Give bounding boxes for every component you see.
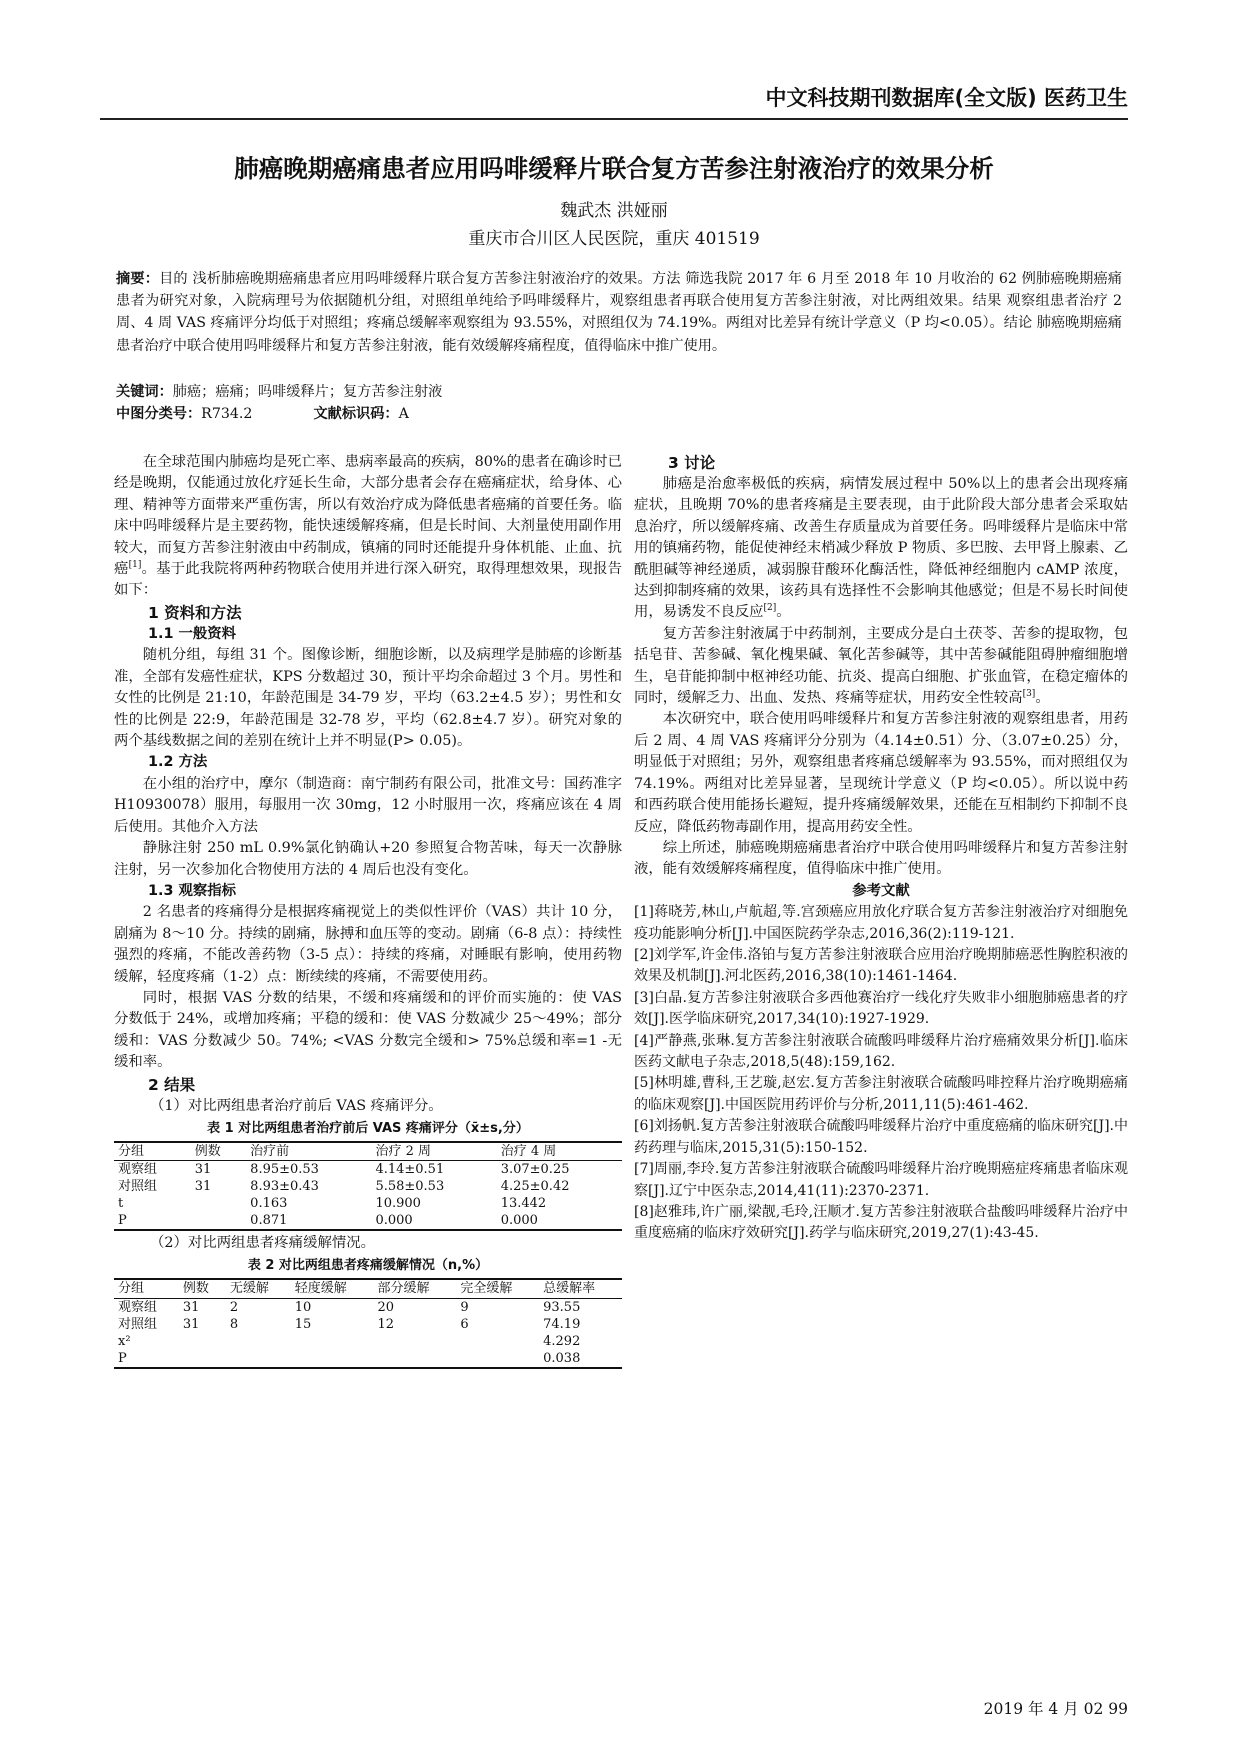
table-cell <box>291 1350 374 1368</box>
table-header-cell: 治疗前 <box>250 1144 290 1160</box>
table-cell: 31 <box>194 1179 212 1195</box>
table-cell: 31 <box>182 1317 200 1333</box>
citation-2[interactable]: [2] <box>763 603 777 614</box>
table-cell: 0.000 <box>375 1213 413 1229</box>
table-cell: 观察组 <box>118 1300 158 1316</box>
table-row <box>114 1350 622 1368</box>
table-row <box>114 1195 622 1212</box>
keywords-text: 肺癌；癌痛；吗啡缓释片；复方苦参注射液 <box>172 384 443 400</box>
table-row <box>114 1333 622 1350</box>
doc-code-value: A <box>398 406 409 422</box>
table-cell: 0.163 <box>250 1196 288 1212</box>
table-cell: 20 <box>377 1300 395 1316</box>
reference-item: [8]赵雅玮,许广丽,梁靓,毛玲,汪顺才.复方苦参注射液联合盐酸吗啡缓释片治疗中重度癌痛的临床疗效研究[J].药学与临床研究,2019,27(1):43-45. <box>634 1203 1128 1242</box>
abstract <box>116 268 1122 357</box>
reference-list <box>634 902 1128 1245</box>
table-cell <box>374 1333 457 1350</box>
discussion-paragraph-3: 本次研究中，联合使用吗啡缓释片和复方苦参注射液的观察组患者，用药后 2 周、4 周 VAS 疼痛评分分别为（4.14±0.51）分、（3.07±0.25）分，明显低于对照组；另外，观察组患者疼痛总缓解率为 93.55%，而对照组仅为 74.19%。两组对比差异显著，呈现统计学意义（P 均<0.05）。所以说中药和西药联合使用能扬长避短，提升疼痛缓解效果，还能在互相制约下抑制不良反应，降低药物毒副作用，提高用药安全性。 <box>634 711 1128 835</box>
table-cell: 0.871 <box>250 1213 288 1229</box>
table-header-cell: 分组 <box>118 1281 145 1297</box>
table-cell: 31 <box>194 1162 212 1178</box>
section-heading-1-3: 1.3 观察指标 <box>148 882 237 899</box>
references <box>634 881 1128 1245</box>
table-cell <box>456 1350 539 1368</box>
table-cell <box>456 1333 539 1350</box>
page-footer: 2019 年 4 月 02 99 <box>983 1700 1128 1718</box>
table-cell <box>191 1195 246 1212</box>
table-cell: 93.55 <box>543 1300 581 1316</box>
table-header-cell: 治疗 4 周 <box>500 1144 557 1160</box>
table-cell: 2 <box>229 1300 239 1316</box>
running-header <box>100 78 1128 120</box>
table-cell: 观察组 <box>118 1162 158 1178</box>
section-heading-2: 2 结果 <box>148 1075 196 1094</box>
table-header-cell: 部分缓解 <box>377 1281 430 1297</box>
table-row <box>114 1178 622 1195</box>
clc-label: 中图分类号： <box>116 406 202 422</box>
conclusion-paragraph: 综上所述，肺癌晚期癌痛患者治疗中联合使用吗啡缓释片和复方苦参注射液，能有效缓解疼痛程度，值得临床中推广使用。 <box>634 839 1128 878</box>
table-cell: 31 <box>182 1300 200 1316</box>
table-cell: 0.000 <box>500 1213 538 1229</box>
result-subtitle-1: （1）对比两组患者治疗前后 VAS 疼痛评分。 <box>150 1097 443 1114</box>
reference-item: [7]周丽,李玲.复方苦参注射液联合硫酸吗啡缓释片治疗晚期癌症疼痛患者临床观察[J].辽宁中医杂志,2014,41(11):2370-2371. <box>634 1161 1128 1199</box>
citation-3[interactable]: [3] <box>1022 689 1036 700</box>
table-cell: 8.93±0.43 <box>250 1179 319 1195</box>
references-title: 参考文献 <box>852 882 910 899</box>
table-cell <box>191 1212 246 1230</box>
paper-title: 肺癌晚期癌痛患者应用吗啡缓释片联合复方苦参注射液治疗的效果分析 <box>234 154 994 183</box>
table-cell <box>374 1350 457 1368</box>
left-column <box>114 452 622 1369</box>
table-cell <box>179 1333 226 1350</box>
citation-1[interactable]: [1] <box>128 560 142 571</box>
reference-item: [6]刘扬帆.复方苦参注射液联合硫酸吗啡缓释片治疗中重度癌痛的临床研究[J].中药药理与临床,2015,31(5):150-152. <box>634 1118 1128 1156</box>
table-header-cell: 例数 <box>182 1281 209 1297</box>
reference-item: [3]白晶.复方苦参注射液联合多西他赛治疗一线化疗失败非小细胞肺癌患者的疗效[J].医学临床研究,2017,34(10):1927-1929. <box>634 989 1128 1028</box>
keywords <box>116 381 1122 403</box>
table-cell: 0.038 <box>543 1351 581 1367</box>
table-cell: 6 <box>460 1317 469 1333</box>
paragraph-method-a: 在小组的治疗中，摩尔（制造商：南宁制药有限公司，批准文号：国药准字 H10930078）服用，每服用一次 30mg，12 小时服用一次，疼痛应该在 4 周后使用。其他介入方法 <box>114 775 622 835</box>
running-head-text: 中文科技期刊数据库(全文版) 医药卫生 <box>765 86 1128 110</box>
table-cell: 4.14±0.51 <box>375 1162 445 1178</box>
table-cell: 3.07±0.25 <box>500 1162 570 1178</box>
table-2-caption: 表 2 对比两组患者疼痛缓解情况（n,%） <box>247 1258 489 1274</box>
table-cell: x² <box>118 1334 131 1350</box>
table-cell: 74.19 <box>543 1317 581 1333</box>
result-subtitle-2: （2）对比两组患者疼痛缓解情况。 <box>150 1235 376 1252</box>
table-header-cell: 无缓解 <box>229 1281 269 1297</box>
table-header-cell: 治疗 2 周 <box>375 1144 431 1160</box>
table-cell: 4.292 <box>543 1334 581 1350</box>
discussion-paragraph-1: 肺癌是治愈率极低的疾病，病情发展过程中 50%以上的患者会出现疼痛症状，且晚期 70%的患者疼痛是主要表现，由于此阶段大部分患者会采取姑息治疗，所以缓解疼痛、改善生存质量成为首要任务。吗啡缓释片是临床中常用的镇痛药物，能促使神经末梢减少释放 P 物质、多巴胺、去甲肾上腺素、乙酰胆碱等神经递质，减弱腺苷酸环化酶活性，降低神经细胞内 cAMP 浓度，达到抑制疼痛的效果，该药具有选择性不会影响其他感觉；但是不易长时间使用，易诱发不良反应[2]。 <box>634 476 1128 621</box>
affiliation: 重庆市合川区人民医院，重庆 401519 <box>468 229 760 249</box>
keywords-label: 关键词： <box>116 384 173 400</box>
table-cell: 对照组 <box>118 1179 158 1195</box>
discussion-paragraph-2: 复方苦参注射液属于中药制剂，主要成分是白土茯苓、苦参的提取物，包括皂苷、苦参碱、氧化槐果碱、氧化苦参碱等，其中苦参碱能阻碍肿瘤细胞增生，皂苷能抑制中枢神经功能、抗炎、提高白细胞、扩张血管，在稳定瘤体的同时，缓解乏力、出血、发热、疼痛等症状，用药安全性较高[3]。 <box>634 625 1128 707</box>
section-heading-3: 3 讨论 <box>668 454 716 472</box>
section-heading-1: 1 资料和方法 <box>148 603 242 622</box>
table-cell: P <box>118 1351 127 1367</box>
table-cell: 9 <box>460 1300 469 1316</box>
table-cell: 12 <box>377 1317 395 1333</box>
table-cell: 5.58±0.53 <box>375 1179 445 1195</box>
table-cell <box>226 1350 291 1368</box>
reference-item: [1]蒋晓芳,林山,卢航超,等.宫颈癌应用放化疗联合复方苦参注射液治疗对细胞免疫功能影响分析[J].中国医院药学杂志,2016,36(2):119-121. <box>634 904 1128 942</box>
table-cell: 4.25±0.42 <box>500 1179 570 1195</box>
table-cell: 15 <box>294 1317 312 1333</box>
paragraph-method-b: 静脉注射 250 mL 0.9%氯化钠确认+20 参照复合物苦味，每天一次静脉注射，另一次参加化合物使用方法的 4 周后也没有变化。 <box>114 840 622 878</box>
table-header-cell: 例数 <box>194 1144 221 1160</box>
table-2 <box>114 1278 622 1369</box>
right-column <box>634 452 1128 1245</box>
section-heading-1-1: 1.1 一般资料 <box>148 625 237 642</box>
table-row <box>114 1316 622 1333</box>
table-cell: 10 <box>294 1300 312 1316</box>
paragraph-indicators-a: 2 名患者的疼痛得分是根据疼痛视觉上的类似性评价（VAS）共计 10 分，剧痛为 8～10 分。持续的剧痛，脉搏和血压等的变动。剧痛（6-8 点）：持续性强烈的疼痛，不能改善药物（3-5 点）：持续的疼痛，对睡眠有影响，使用药物缓解，轻度疼痛（1-2）点：断续续的疼痛，不需要使用药。 <box>114 904 622 985</box>
paragraph-general-data: 随机分组，每组 31 个。图像诊断，细胞诊断，以及病理学是肺癌的诊断基准，全部有发癌性症状，KPS 分数超过 30，预计平均余命超过 3 个月。男性和女性的比例是 21:10，年龄范围是 34-79 岁，平均（63.2±4.5 岁）；男性和女性的比例是 22:9，年龄范围是 32-78 岁，平均（62.8±4.7 岁）。研究对象的两个基线数据之间的差别在统计上并不明显(P> 0.05)。 <box>114 647 622 749</box>
reference-item: [4]严静燕,张琳.复方苦参注射液联合硫酸吗啡缓释片治疗癌痛效果分析[J].临床医药文献电子杂志,2018,5(48):159,162. <box>634 1032 1128 1071</box>
abstract-label: 摘要： <box>116 271 160 287</box>
table-header-cell: 完全缓解 <box>460 1281 513 1297</box>
reference-item: [2]刘学军,许金伟.洛铂与复方苦参注射液联合应用治疗晚期肺癌恶性胸腔积液的效果及机制[J].河北医药,2016,38(10):1461-1464. <box>634 947 1128 985</box>
table-cell: 8 <box>229 1317 239 1333</box>
table-header-cell: 分组 <box>118 1144 145 1160</box>
reference-item: [5]林明雄,曹科,王艺璇,赵宏.复方苦参注射液联合硫酸吗啡控释片治疗晚期癌痛的临床观察[J].中国医院用药评价与分析,2011,11(5):461-462. <box>634 1075 1128 1113</box>
table-header-cell: 轻度缓解 <box>294 1281 347 1297</box>
table-row <box>114 1212 622 1230</box>
table-cell: 13.442 <box>500 1196 547 1212</box>
abstract-text: 目的 浅析肺癌晚期癌痛患者应用吗啡缓释片联合复方苦参注射液治疗的效果。方法 筛选我院 2017 年 6 月至 2018 年 10 月收治的 62 例肺癌晚期癌痛患者为研究对象，入院病理号为依据随机分组，对照组单纯给予吗啡缓释片，观察组患者再联合使用复方苦参注射液，对比两组效果。结果 观察组患者治疗 2 周、4 周 VAS 疼痛评分均低于对照组；疼痛总缓解率观察组为 93.55%，对照组仅为 74.19%。两组对比差异有统计学意义（P 均<0.05）。结论 肺癌晚期癌痛患者治疗中联合使用吗啡缓释片和复方苦参注射液，能有效缓解疼痛程度，值得临床中推广使用。 <box>116 271 1122 354</box>
authors: 魏武杰 洪娅丽 <box>560 201 668 221</box>
table-cell <box>179 1350 226 1368</box>
table-cell: P <box>118 1213 127 1229</box>
table-header-row <box>114 1279 622 1299</box>
table-header-row <box>114 1142 622 1161</box>
table-cell: t <box>118 1196 124 1212</box>
table-cell <box>291 1333 374 1350</box>
table-cell <box>226 1333 291 1350</box>
table-row <box>114 1161 622 1179</box>
table-1-caption: 表 1 对比两组患者治疗前后 VAS 疼痛评分（x̄±s,分） <box>207 1121 529 1137</box>
table-cell: 10.900 <box>375 1196 421 1212</box>
table-cell: 8.95±0.53 <box>250 1162 319 1178</box>
table-1 <box>114 1141 622 1231</box>
doc-code-label: 文献标识码： <box>313 406 399 422</box>
table-row <box>114 1299 622 1317</box>
paragraph-indicators-b: 同时，根据 VAS 分数的结果，不缓和疼痛缓和的评价而实施的：使 VAS 分数低于 24%，或增加疼痛；平稳的缓和：使 VAS 分数减少 25～49%；部分缓和：VAS 分数减少 50。74%; <VAS 分数完全缓和> 75%总缓和率=1 -无缓和率。 <box>114 990 622 1071</box>
classification <box>116 403 1122 425</box>
table-cell: 对照组 <box>118 1317 158 1333</box>
table-header-cell: 总缓解率 <box>543 1281 596 1297</box>
clc-value: R734.2 <box>201 406 253 422</box>
intro-paragraph: 在全球范围内肺癌均是死亡率、患病率最高的疾病，80%的患者在确诊时已经是晚期，仅能通过放化疗延长生命，大部分患者会存在癌痛症状，给身体、心理、精神等方面带来严重伤害，所以有效治疗成为降低患者癌痛的首要任务。临床中吗啡缓释片是主要药物，能快速缓解疼痛，但是长时间、大剂量使用副作用较大，而复方苦参注射液由中药制成，镇痛的同时还能提升身体机能、止血、抗癌[1]。基于此我院将两种药物联合使用并进行深入研究，取得理想效果，现报告如下： <box>114 454 622 599</box>
section-heading-1-2: 1.2 方法 <box>148 754 208 771</box>
